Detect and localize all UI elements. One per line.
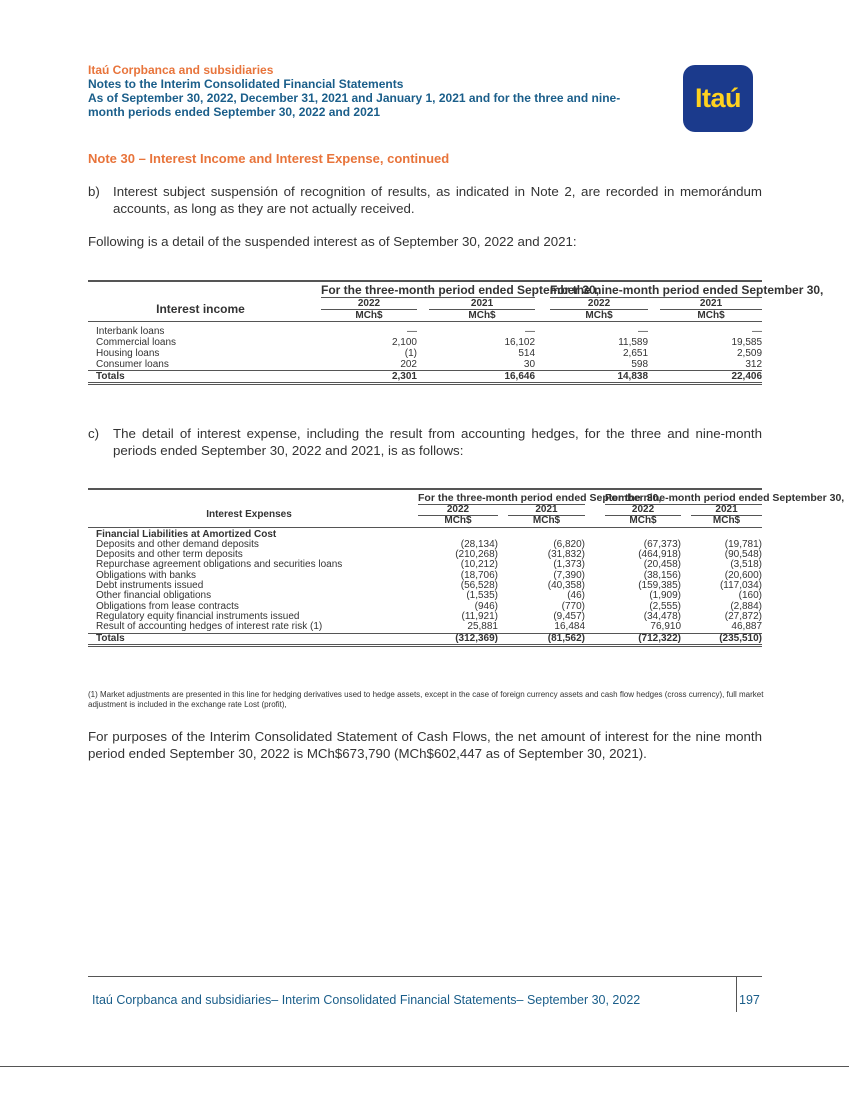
cell-value: (11,921): [461, 610, 498, 622]
paragraph-b: [88, 183, 762, 217]
header-line-3: As of September 30, 2022, December 31, 2021 and January 1, 2021 and for the three and nine-: [88, 91, 621, 105]
table2-group2-header: For the nine-month period ended September 30,: [605, 492, 845, 504]
footer-divider: [88, 976, 762, 977]
cell-value: —: [638, 325, 649, 337]
totals-row: [88, 370, 762, 383]
logo-text: Itaú: [694, 83, 741, 113]
cell-value: (34,478): [643, 610, 682, 622]
cell-value: (90,548): [724, 549, 763, 561]
table1-unit: MCh$: [585, 310, 613, 321]
cell-value: (67,373): [643, 538, 682, 550]
cell-value: (770): [561, 600, 586, 612]
page-number: 197: [739, 993, 760, 1007]
total-value: 14,838: [550, 370, 648, 383]
cell-value: —: [752, 325, 763, 337]
footer-separator: [736, 977, 737, 1012]
cell-value: 76,910: [650, 621, 682, 633]
cell-value: (1,535): [466, 590, 498, 602]
total-value: 16,646: [429, 370, 535, 383]
cell-value: 16,102: [504, 336, 536, 348]
cell-value: (2,884): [730, 600, 763, 612]
cell-value: —: [525, 325, 536, 337]
cell-value: —: [407, 325, 417, 337]
footer-text: Itaú Corpbanca and subsidiaries– Interim Consolidated Financial Statements– September 30, 2022: [92, 993, 641, 1007]
interest-expense-table: [88, 488, 845, 647]
table2-col-label: Interest Expenses: [206, 509, 292, 521]
table-row: [88, 359, 762, 371]
cell-value: 514: [518, 347, 536, 359]
cell-value: (1,909): [649, 590, 682, 602]
table2-year: 2022: [418, 505, 498, 516]
total-value: (235,510): [691, 633, 762, 645]
table1-unit: MCh$: [355, 310, 383, 321]
row-label: Debt instruments issued: [96, 580, 204, 592]
totals-row: [88, 633, 762, 645]
table-row: [88, 337, 762, 348]
row-label: Commercial loans: [96, 336, 177, 348]
cell-value: (117,034): [719, 580, 763, 592]
table2-unit: MCh$: [712, 515, 741, 527]
cell-value: 598: [631, 358, 649, 370]
row-label: Obligations with banks: [96, 569, 197, 581]
cell-value: (6,820): [553, 538, 586, 550]
row-label: Obligations from lease contracts: [96, 600, 239, 612]
cell-value: (18,706): [460, 569, 498, 581]
table-row: [88, 326, 762, 337]
table2-unit: MCh$: [444, 515, 472, 527]
row-label: Regulatory equity financial instruments issued: [96, 610, 300, 622]
table2-unit: MCh$: [532, 515, 561, 527]
itau-logo: [683, 65, 753, 132]
total-value: 2,301: [321, 370, 417, 383]
table1-year: 2021: [429, 298, 535, 310]
table-row: [88, 622, 762, 633]
row-label: Consumer loans: [96, 358, 169, 370]
cell-value: (7,390): [553, 569, 586, 581]
cell-value: (10,212): [460, 559, 498, 571]
cell-value: 312: [745, 358, 763, 370]
section-title: Financial Liabilities at Amortized Cost: [88, 527, 762, 540]
cell-value: 16,484: [554, 621, 586, 633]
cell-value: 19,585: [731, 336, 763, 348]
table2-year: 2021: [691, 505, 762, 516]
cell-value: (3,518): [730, 559, 763, 571]
paragraph-final: For purposes of the Interim Consolidated Statement of Cash Flows, the net amount of interest for the nine month period ended September 30, 2022 is MCh$673,790 (MCh$602,447 as of September 30, 2021).: [88, 729, 762, 761]
total-value: (712,322): [605, 633, 681, 645]
cell-value: (40,358): [547, 580, 586, 592]
totals-label: Totals: [88, 633, 410, 645]
paragraph-c-label: c): [88, 426, 100, 441]
header-line-2: Notes to the Interim Consolidated Financial Statements: [88, 77, 404, 91]
table-footnote: (1) Market adjustments are presented in this line for hedging derivatives used to hedge assets, except in the case of foreign currency assets and cash flow hedges (cross currency), full market adjustment is included in the exchange rate Lost (profit),: [88, 690, 764, 709]
cell-value: (31,832): [547, 549, 586, 561]
table1-year: 2021: [660, 298, 762, 310]
row-label: Repurchase agreement obligations and securities loans: [96, 559, 343, 571]
row-label: Interbank loans: [96, 325, 165, 337]
cell-value: 202: [400, 358, 417, 370]
company-name: Itaú Corpbanca and subsidiaries: [88, 63, 274, 77]
document-header: [88, 63, 668, 119]
cell-value: (20,458): [643, 559, 682, 571]
cell-value: (159,385): [638, 580, 682, 592]
table1-group1-header: For the three-month period ended September 30,: [321, 283, 600, 297]
table2-group1-header: For the three-month period ended September 30,: [418, 492, 662, 504]
cell-value: 2,651: [623, 347, 649, 359]
table2-year: 2021: [508, 505, 585, 516]
cell-value: (27,872): [724, 610, 763, 622]
suspended-interest-table: [88, 280, 824, 385]
cell-value: (1,373): [553, 559, 586, 571]
cell-value: (2,555): [649, 600, 682, 612]
table2-unit: MCh$: [629, 515, 657, 527]
cell-value: (160): [738, 590, 763, 602]
cell-value: 25,881: [467, 621, 498, 633]
cell-value: (19,781): [724, 538, 763, 550]
paragraph-following: Following is a detail of the suspended interest as of September 30, 2022 and 2021:: [88, 234, 577, 249]
cell-value: 2,100: [391, 336, 417, 348]
table2-year: 2022: [605, 505, 681, 516]
cell-value: (210,268): [455, 549, 498, 561]
cell-value: 2,509: [737, 347, 763, 359]
header-line-4: month periods ended September 30, 2022 and 2021: [88, 105, 381, 119]
cell-value: 46,887: [731, 621, 763, 633]
paragraph-b-label: b): [88, 184, 100, 199]
cell-value: (9,457): [553, 610, 586, 622]
cell-value: (20,600): [724, 569, 763, 581]
cell-value: (46): [567, 590, 586, 602]
table1-unit: MCh$: [697, 310, 725, 321]
cell-value: 11,589: [618, 336, 649, 348]
cell-value: 30: [523, 358, 536, 370]
cell-value: (464,918): [638, 549, 682, 561]
totals-label: Totals: [88, 370, 313, 383]
cell-value: (1): [404, 347, 417, 359]
row-label: Deposits and other demand deposits: [96, 538, 259, 550]
paragraph-c-text: The detail of interest expense, including the result from accounting hedges, for the three and nine-month periods ended September 30, 2022 and 2021, is as follows:: [113, 426, 762, 458]
table1-year: 2022: [550, 298, 648, 310]
table-row: [88, 348, 762, 359]
cell-value: (56,528): [460, 580, 498, 592]
table1-unit: MCh$: [468, 310, 496, 321]
table1-group2-header: For the nine-month period ended September 30,: [550, 283, 824, 297]
row-label: Result of accounting hedges of interest rate risk (1): [96, 621, 323, 633]
cell-value: (28,134): [460, 538, 498, 550]
table1-col-label: Interest income: [156, 301, 245, 316]
page-bottom-edge: [0, 1066, 849, 1067]
table1-year: 2022: [321, 298, 417, 310]
cell-value: (946): [474, 600, 498, 612]
row-label: Other financial obligations: [96, 590, 212, 602]
total-value: 22,406: [660, 370, 762, 383]
total-value: (312,369): [418, 633, 498, 645]
total-value: (81,562): [508, 633, 585, 645]
note-title: Note 30 – Interest Income and Interest Expense, continued: [88, 151, 450, 166]
row-label: Housing loans: [96, 347, 160, 359]
paragraph-b-text: Interest subject suspensión of recognition of results, as indicated in Note 2, are recorded in memorándum accounts, as long as they are not actually received.: [113, 184, 762, 216]
cell-value: (38,156): [643, 569, 682, 581]
paragraph-c: [88, 425, 762, 459]
row-label: Deposits and other term deposits: [96, 549, 243, 561]
